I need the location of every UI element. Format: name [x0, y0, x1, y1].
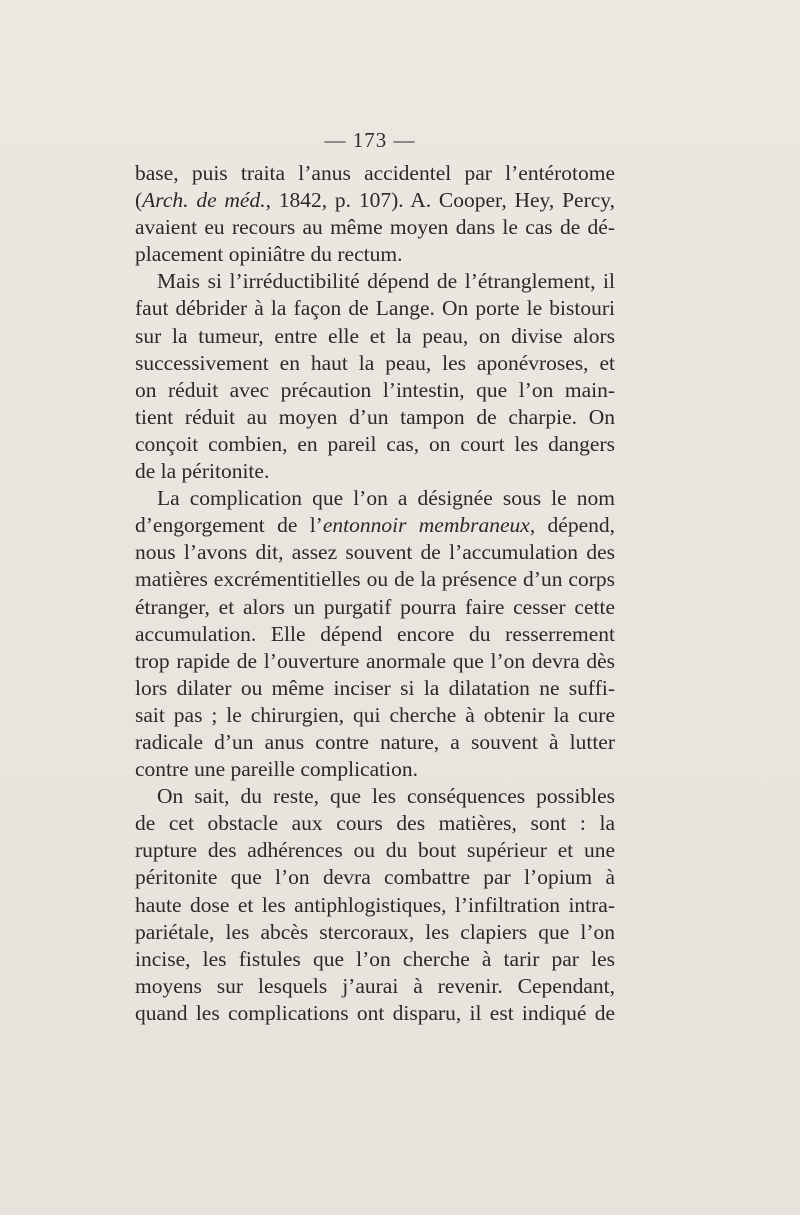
- text-line: contre une pareille complication.: [135, 757, 418, 782]
- text-line: avaient eu recours au même moyen dans le cas de dé-: [135, 215, 615, 240]
- text-line: trop rapide de l’ouverture anormale que l’on devra dès: [135, 648, 615, 673]
- text-line: placement opiniâtre du rectum.: [135, 242, 403, 267]
- text-line: moyens sur lesquels j’aurai à revenir. Cependant,: [135, 973, 615, 998]
- text-line: On sait, du reste, que les conséquences possibles: [157, 784, 615, 809]
- text-line: radicale d’un anus contre nature, a souvent à lutter: [135, 729, 615, 754]
- text-line: d’engorgement de l’entonnoir membraneux, dépend,: [135, 513, 615, 538]
- text-line: successivement en haut la peau, les aponévroses, et: [135, 350, 615, 375]
- text-line: tient réduit au moyen d’un tampon de charpie. On: [135, 404, 615, 429]
- text-line: base, puis traita l’anus accidentel par l’entérotome: [135, 161, 615, 185]
- text-line: Mais si l’irréductibilité dépend de l’étranglement, il: [157, 269, 615, 294]
- text-line: on réduit avec précaution l’intestin, que l’on main-: [135, 377, 615, 402]
- text-line: conçoit combien, en pareil cas, on court les dangers: [135, 431, 615, 456]
- text-line: haute dose et les antiphlogistiques, l’infiltration intra-: [135, 892, 615, 917]
- text-line: (Arch. de méd., 1842, p. 107). A. Cooper, Hey, Percy,: [135, 188, 616, 213]
- text-line: de la péritonite.: [135, 459, 270, 484]
- italic-term: entonnoir membraneux: [322, 513, 530, 538]
- body-text: [135, 160, 615, 1027]
- text-line: péritonite que l’on devra combattre par l’opium à: [135, 865, 615, 890]
- page-number: — 173 —: [324, 128, 416, 152]
- text-line: étranger, et alors un purgatif pourra faire cesser cette: [135, 594, 615, 619]
- text-line: sur la tumeur, entre elle et la peau, on divise alors: [135, 323, 615, 348]
- text-line: nous l’avons dit, assez souvent de l’accumulation des: [135, 540, 615, 565]
- text-line: accumulation. Elle dépend encore du resserrement: [135, 621, 615, 646]
- text-line: matières excrémentitielles ou de la présence d’un corps: [135, 567, 615, 592]
- citation-journal: Arch. de méd.: [142, 188, 266, 213]
- text-line: faut débrider à la façon de Lange. On porte le bistouri: [135, 296, 615, 321]
- text-line: rupture des adhérences ou du bout supérieur et une: [135, 838, 615, 863]
- text-line: de cet obstacle aux cours des matières, sont : la: [135, 811, 615, 836]
- text-line: quand les complications ont disparu, il est indiqué de: [135, 1000, 615, 1025]
- text-line: pariétale, les abcès stercoraux, les clapiers que l’on: [135, 919, 615, 944]
- text-line: incise, les fistules que l’on cherche à tarir par les: [135, 946, 615, 971]
- text-line: sait pas ; le chirurgien, qui cherche à obtenir la cure: [135, 702, 615, 727]
- text-line: lors dilater ou même inciser si la dilatation ne suffi-: [135, 675, 615, 700]
- text-line: La complication que l’on a désignée sous le nom: [157, 486, 615, 511]
